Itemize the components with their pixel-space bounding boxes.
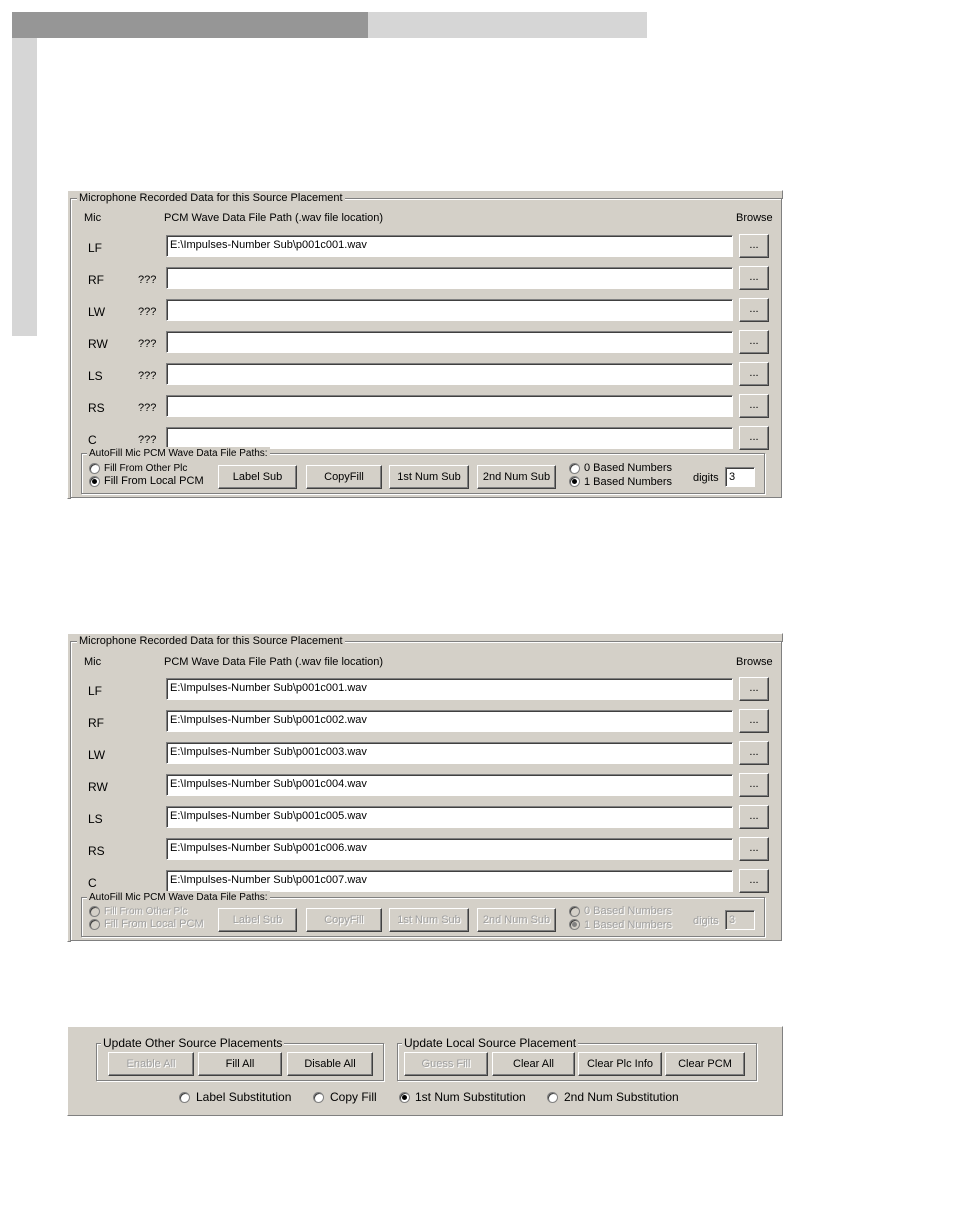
pcm-path-input[interactable] bbox=[166, 427, 733, 449]
digits-input[interactable]: 3 bbox=[725, 467, 755, 487]
browse-button[interactable]: ... bbox=[739, 330, 769, 354]
first-num-sub-button[interactable]: 1st Num Sub bbox=[389, 465, 469, 489]
digits-input[interactable]: 3 bbox=[725, 910, 755, 930]
mic-label: RS bbox=[88, 401, 105, 415]
label-substitution-radio[interactable] bbox=[179, 1092, 190, 1103]
col-header-mic: Mic bbox=[84, 212, 102, 224]
col-header-path: PCM Wave Data File Path (.wav file location) bbox=[164, 656, 384, 668]
mic-label: LS bbox=[88, 812, 103, 826]
mic-label: C bbox=[88, 433, 97, 447]
mic-data-panel-1 bbox=[67, 190, 783, 499]
mic-status: ??? bbox=[138, 306, 157, 318]
pcm-path-input[interactable]: E:\Impulses-Number Sub\p001c002.wav bbox=[166, 710, 733, 732]
fill-from-local-radio[interactable] bbox=[89, 919, 100, 930]
zero-based-label: 0 Based Numbers bbox=[584, 905, 673, 917]
pcm-path-input[interactable]: E:\Impulses-Number Sub\p001c005.wav bbox=[166, 806, 733, 828]
first-num-substitution-label: 1st Num Substitution bbox=[415, 1090, 526, 1104]
clear-pcm-button[interactable]: Clear PCM bbox=[665, 1052, 745, 1076]
browse-button[interactable]: ... bbox=[739, 709, 769, 733]
browse-button[interactable]: ... bbox=[739, 426, 769, 450]
col-header-mic: Mic bbox=[84, 656, 102, 668]
left-sidebar-bar bbox=[12, 38, 37, 336]
fill-from-other-label: Fill From Other Plc bbox=[104, 906, 188, 917]
mic-status: ??? bbox=[138, 274, 157, 286]
browse-button[interactable]: ... bbox=[739, 677, 769, 701]
col-header-path: PCM Wave Data File Path (.wav file location) bbox=[164, 212, 384, 224]
enable-all-button[interactable]: Enable All bbox=[108, 1052, 194, 1076]
one-based-radio[interactable] bbox=[569, 919, 580, 930]
col-header-browse: Browse bbox=[736, 212, 773, 224]
browse-button[interactable]: ... bbox=[739, 773, 769, 797]
browse-button[interactable]: ... bbox=[739, 266, 769, 290]
pcm-path-input[interactable]: E:\Impulses-Number Sub\p001c006.wav bbox=[166, 838, 733, 860]
disable-all-button[interactable]: Disable All bbox=[287, 1052, 373, 1076]
fill-from-other-label: Fill From Other Plc bbox=[104, 463, 188, 474]
mic-label: C bbox=[88, 876, 97, 890]
mic-status: ??? bbox=[138, 338, 157, 350]
col-header-browse: Browse bbox=[736, 656, 773, 668]
header-bar-light bbox=[368, 12, 647, 38]
update-other-title: Update Other Source Placements bbox=[103, 1036, 283, 1050]
mic-data-panel-2 bbox=[67, 633, 783, 942]
zero-based-radio[interactable] bbox=[569, 463, 580, 474]
label-sub-button[interactable]: Label Sub bbox=[218, 908, 297, 932]
mic-status: ??? bbox=[138, 402, 157, 414]
pcm-path-input[interactable]: E:\Impulses-Number Sub\p001c001.wav bbox=[166, 235, 733, 257]
mic-label: RW bbox=[88, 337, 108, 351]
second-num-sub-button[interactable]: 2nd Num Sub bbox=[477, 465, 556, 489]
mic-label: LW bbox=[88, 748, 106, 762]
browse-button[interactable]: ... bbox=[739, 837, 769, 861]
one-based-radio[interactable] bbox=[569, 476, 580, 487]
browse-button[interactable]: ... bbox=[739, 805, 769, 829]
fill-from-other-radio[interactable] bbox=[89, 906, 100, 917]
browse-button[interactable]: ... bbox=[739, 298, 769, 322]
groupbox-title: Microphone Recorded Data for this Source Placement bbox=[79, 192, 343, 204]
pcm-path-input[interactable] bbox=[166, 267, 733, 289]
clear-all-button[interactable]: Clear All bbox=[492, 1052, 575, 1076]
autofill-title: AutoFill Mic PCM Wave Data File Paths: bbox=[89, 892, 268, 903]
groupbox-title: Microphone Recorded Data for this Source Placement bbox=[79, 635, 343, 647]
header-bar-dark bbox=[12, 12, 368, 38]
second-num-substitution-radio[interactable] bbox=[547, 1092, 558, 1103]
label-sub-button[interactable]: Label Sub bbox=[218, 465, 297, 489]
autofill-title: AutoFill Mic PCM Wave Data File Paths: bbox=[89, 448, 268, 459]
first-num-substitution-radio[interactable] bbox=[399, 1092, 410, 1103]
pcm-path-input[interactable] bbox=[166, 331, 733, 353]
mic-label: LF bbox=[88, 684, 103, 698]
second-num-substitution-label: 2nd Num Substitution bbox=[564, 1090, 679, 1104]
copyfill-button[interactable]: CopyFill bbox=[306, 908, 382, 932]
one-based-label: 1 Based Numbers bbox=[584, 919, 673, 931]
label-substitution-label: Label Substitution bbox=[196, 1090, 292, 1104]
fill-from-other-radio[interactable] bbox=[89, 463, 100, 474]
fill-from-local-radio[interactable] bbox=[89, 476, 100, 487]
guess-fill-button[interactable]: Guess Fill bbox=[404, 1052, 488, 1076]
digits-label: digits bbox=[693, 472, 719, 484]
pcm-path-input[interactable] bbox=[166, 363, 733, 385]
pcm-path-input[interactable]: E:\Impulses-Number Sub\p001c001.wav bbox=[166, 678, 733, 700]
mic-label: LS bbox=[88, 369, 103, 383]
clear-plc-info-button[interactable]: Clear Plc Info bbox=[578, 1052, 662, 1076]
one-based-label: 1 Based Numbers bbox=[584, 476, 673, 488]
pcm-path-input[interactable]: E:\Impulses-Number Sub\p001c007.wav bbox=[166, 870, 733, 892]
browse-button[interactable]: ... bbox=[739, 741, 769, 765]
update-placements-panel bbox=[67, 1026, 783, 1116]
mic-label: RF bbox=[88, 273, 104, 287]
copyfill-button[interactable]: CopyFill bbox=[306, 465, 382, 489]
first-num-sub-button[interactable]: 1st Num Sub bbox=[389, 908, 469, 932]
zero-based-label: 0 Based Numbers bbox=[584, 462, 673, 474]
update-local-title: Update Local Source Placement bbox=[404, 1036, 577, 1050]
pcm-path-input[interactable]: E:\Impulses-Number Sub\p001c003.wav bbox=[166, 742, 733, 764]
zero-based-radio[interactable] bbox=[569, 906, 580, 917]
pcm-path-input[interactable] bbox=[166, 395, 733, 417]
fill-all-button[interactable]: Fill All bbox=[198, 1052, 282, 1076]
copy-fill-radio[interactable] bbox=[313, 1092, 324, 1103]
mic-status: ??? bbox=[138, 434, 157, 446]
mic-label: RS bbox=[88, 844, 105, 858]
copy-fill-label: Copy Fill bbox=[330, 1090, 377, 1104]
mic-label: LW bbox=[88, 305, 106, 319]
browse-button[interactable]: ... bbox=[739, 869, 769, 893]
fill-from-local-label: Fill From Local PCM bbox=[104, 475, 204, 487]
browse-button[interactable]: ... bbox=[739, 234, 769, 258]
browse-button[interactable]: ... bbox=[739, 362, 769, 386]
browse-button[interactable]: ... bbox=[739, 394, 769, 418]
digits-label: digits bbox=[693, 915, 719, 927]
pcm-path-input[interactable] bbox=[166, 299, 733, 321]
fill-from-local-label: Fill From Local PCM bbox=[104, 918, 204, 930]
mic-label: RW bbox=[88, 780, 108, 794]
mic-status: ??? bbox=[138, 370, 157, 382]
mic-label: RF bbox=[88, 716, 104, 730]
mic-label: LF bbox=[88, 241, 103, 255]
pcm-path-input[interactable]: E:\Impulses-Number Sub\p001c004.wav bbox=[166, 774, 733, 796]
second-num-sub-button[interactable]: 2nd Num Sub bbox=[477, 908, 556, 932]
